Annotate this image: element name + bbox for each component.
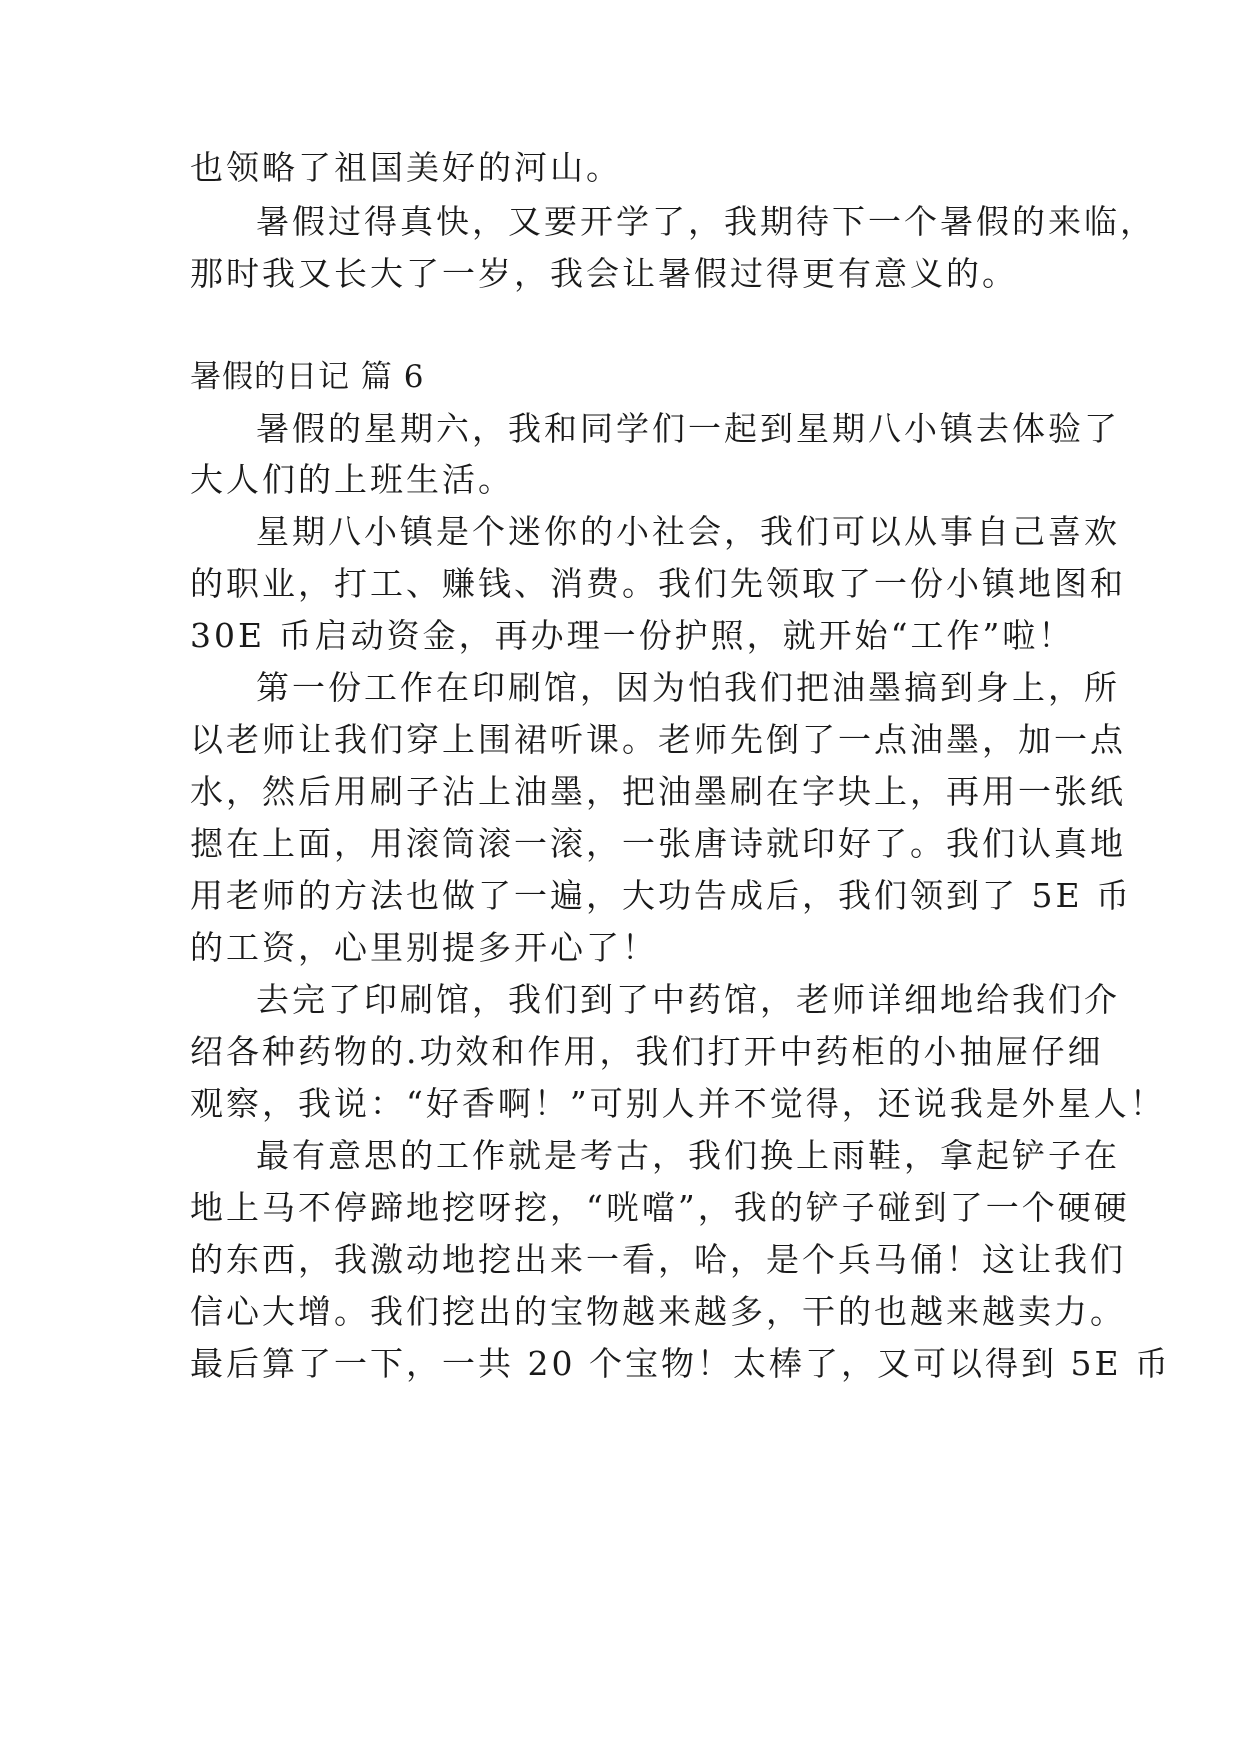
text-line: 用老师的方法也做了一遍，大功告成后，我们领到了 5E 币 [190,876,1133,915]
text-line: 最有意思的工作就是考古，我们换上雨鞋，拿起铲子在 [256,1136,1120,1175]
text-line: 去完了印刷馆，我们到了中药馆，老师详细地给我们介 [256,980,1120,1019]
section-heading: 暑假的日记 篇 6 [190,359,425,395]
text-line: 最后算了一下，一共 20 个宝物！太棒了，又可以得到 5E 币 [190,1344,1172,1383]
text-line: 的东西，我激动地挖出来一看，哈，是个兵马俑！这让我们 [190,1240,1126,1279]
text-line: 摁在上面，用滚筒滚一滚，一张唐诗就印好了。我们认真地 [190,824,1126,863]
text-line: 的工资，心里别提多开心了！ [190,928,658,967]
text-line: 大人们的上班生活。 [190,460,514,499]
text-line: 以老师让我们穿上围裙听课。老师先倒了一点油墨，加一点 [190,720,1126,759]
text-line: 暑假过得真快，又要开学了，我期待下一个暑假的来临， [256,202,1156,241]
text-line: 信心大增。我们挖出的宝物越来越多，干的也越来越卖力。 [190,1292,1126,1331]
text-line: 30E 币启动资金，再办理一份护照，就开始“工作”啦！ [190,616,1075,655]
text-line: 星期八小镇是个迷你的小社会，我们可以从事自己喜欢 [256,512,1120,551]
text-line: 观察，我说：“好香啊！”可别人并不觉得，还说我是外星人！ [190,1084,1166,1123]
text-line: 的职业，打工、赚钱、消费。我们先领取了一份小镇地图和 [190,564,1126,603]
text-line: 绍各种药物的.功效和作用，我们打开中药柜的小抽屉仔细 [190,1032,1104,1071]
text-line: 第一份工作在印刷馆，因为怕我们把油墨搞到身上，所 [256,668,1120,707]
text-line: 地上马不停蹄地挖呀挖，“咣噹”，我的铲子碰到了一个硬硬 [190,1188,1130,1227]
text-line: 暑假的星期六，我和同学们一起到星期八小镇去体验了 [256,409,1120,448]
text-line: 也领略了祖国美好的河山。 [190,148,622,187]
text-line: 水，然后用刷子沾上油墨，把油墨刷在字块上，再用一张纸 [190,772,1126,811]
text-line: 那时我又长大了一岁，我会让暑假过得更有意义的。 [190,254,1018,293]
